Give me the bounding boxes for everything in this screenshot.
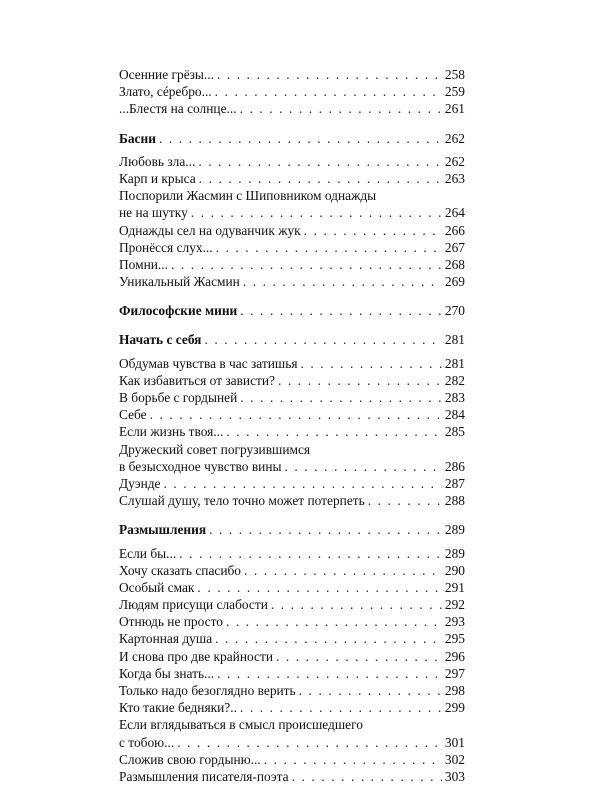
toc-entry [119,648,465,665]
entry-page: 258 [444,67,465,82]
toc-entry-multiline [119,187,465,221]
toc-entry [119,66,465,83]
toc-entry [119,222,465,239]
entry-page: 288 [444,493,465,509]
entry-title: Помни... [119,256,168,272]
dot-leader [276,648,442,665]
dot-leader [240,100,442,117]
section-page: 262 [444,130,465,146]
toc-entry [119,699,465,716]
entry-title: Людям присущи слабости [119,597,268,613]
dot-leader [197,579,441,596]
entry-title-line2: не на шутку [119,205,188,221]
toc-entry-line2 [119,734,465,751]
entry-page: 287 [444,475,465,491]
section-title: Басни [119,130,156,146]
entry-page: 296 [444,648,465,664]
dot-leader [150,406,442,423]
entry-page: 286 [444,458,465,474]
entry-page: 281 [444,355,465,371]
entry-title: Кто такие бедняки?.. [119,700,237,716]
toc-entry [119,562,465,579]
dot-leader [240,699,442,716]
entry-title: Как избавиться от зависти? [119,372,276,388]
entry-page: 285 [444,424,465,440]
entry-page: 299 [444,700,465,716]
section-page: 281 [444,332,465,348]
dot-leader [278,372,442,389]
section-title: Начать с себя [119,332,202,348]
entry-page: 298 [444,683,465,698]
toc-entry-multiline [119,716,465,750]
entry-page: 282 [444,372,465,388]
entry-title: Однажды сел на одуванчик жук [119,222,301,238]
toc-entry [119,475,465,492]
toc-entry [119,545,465,562]
toc-entry [119,239,465,256]
entry-page: 295 [444,631,465,647]
dot-leader [264,751,442,768]
entry-title: Уникальный Жасмин [119,274,240,290]
toc-entry [119,768,465,785]
entry-title: Осенние грёзы... [119,67,214,82]
entry-title: Размышления писателя-поэта [119,768,289,784]
dot-leader [198,153,442,170]
entry-title: Картонная душа [119,631,213,647]
toc-section [119,331,465,348]
dot-leader [304,222,442,239]
dot-leader [159,130,442,147]
toc-entry-line2 [119,204,465,221]
entry-page: 284 [444,407,465,423]
entry-page: 297 [444,665,465,681]
toc-section [119,521,465,538]
toc-entry [119,613,465,630]
entry-page: 263 [444,170,465,186]
entry-title: Карп и крыса [119,170,196,186]
dot-leader [199,170,442,187]
entry-title: Обдумав чувства в час затишья [119,355,298,371]
entry-title: Пронёсся слух... [119,239,213,255]
dot-leader [244,562,442,579]
dot-leader [191,204,442,221]
entry-page: 290 [444,562,465,578]
dot-leader [179,545,442,562]
toc-entry [119,579,465,596]
entry-page: 259 [444,84,465,100]
entry-title-line1: Если вглядываться в смысл происшедшего [119,717,363,733]
toc-entry [119,665,465,682]
section-page: 270 [444,303,465,319]
entry-page: 269 [444,274,465,290]
entry-title: Если жизнь твоя... [119,424,224,440]
dot-leader [216,239,442,256]
toc-entry [119,256,465,273]
dot-leader [292,768,442,785]
toc-entry [119,83,465,100]
dot-leader [204,331,441,348]
dot-leader [240,302,442,319]
entry-title: Злато, сéребро... [119,84,212,100]
dot-leader [285,458,442,475]
entry-page: 303 [444,768,465,784]
dot-leader [215,83,442,100]
entry-page: 292 [444,597,465,613]
toc-entry [119,751,465,768]
entry-page: 267 [444,239,465,255]
entry-title: Особый смак [119,579,195,595]
entry-page: 291 [444,579,465,595]
toc-entry [119,372,465,389]
dot-leader [226,423,442,440]
toc-entry [119,596,465,613]
entry-title: В борьбе с гордыней [119,390,238,405]
dot-leader [299,682,442,699]
toc-entry [119,682,465,699]
dot-leader [226,613,442,630]
entry-title: Любовь зла... [119,153,196,169]
toc-entry-multiline [119,441,465,475]
entry-title: Слушай душу, тело точно может потерпеть [119,493,365,509]
table-of-contents [119,66,465,785]
dot-leader [240,389,442,406]
entry-page: 283 [444,390,465,405]
toc-entry [119,355,465,372]
entry-title-line2: с тобою... [119,734,175,750]
dot-leader [171,256,442,273]
dot-leader [215,630,442,647]
entry-title: Только надо безоглядно верить [119,683,296,698]
entry-page: 264 [444,205,465,221]
section-page: 289 [444,522,465,538]
entry-title: Себе [119,407,147,423]
dot-leader [177,734,442,751]
entry-page: 289 [444,545,465,561]
entry-page: 301 [444,734,465,750]
toc-entry [119,153,465,170]
entry-title: И снова про две крайности [119,648,273,664]
toc-section [119,302,465,319]
dot-leader [217,665,442,682]
toc-entry [119,389,465,406]
entry-title: Отнюдь не просто [119,614,223,630]
entry-title: Дуэнде [119,475,161,491]
entry-page: 261 [444,101,465,117]
entry-page: 262 [444,153,465,169]
dot-leader [164,475,442,492]
entry-title-line1: Дружеский совет погрузившимся [119,441,311,457]
entry-title: Если бы... [119,545,177,561]
dot-leader [368,492,442,509]
entry-page: 268 [444,256,465,272]
section-title: Философские мини [119,303,238,319]
toc-entry [119,100,465,117]
dot-leader [209,521,442,538]
entry-title-line2: в безысходное чувство вины [119,458,282,474]
toc-entry [119,406,465,423]
entry-title: Сложив свою гордыню... [119,751,261,767]
entry-title: ...Блестя на солнце... [119,101,237,117]
toc-entry [119,273,465,290]
toc-entry [119,423,465,440]
entry-page: 266 [444,222,465,238]
section-title: Размышления [119,522,207,538]
toc-entry [119,492,465,509]
toc-entry-line2 [119,458,465,475]
entry-title: Когда бы знать... [119,665,215,681]
entry-page: 293 [444,614,465,630]
toc-section [119,130,465,147]
dot-leader [243,273,442,290]
dot-leader [301,355,442,372]
entry-title-line1: Поспорили Жасмин с Шиповником однажды [119,188,377,204]
toc-entry [119,170,465,187]
dot-leader [271,596,442,613]
entry-page: 302 [444,751,465,767]
toc-entry [119,630,465,647]
entry-title: Хочу сказать спасибо [119,562,242,578]
dot-leader [217,66,442,83]
